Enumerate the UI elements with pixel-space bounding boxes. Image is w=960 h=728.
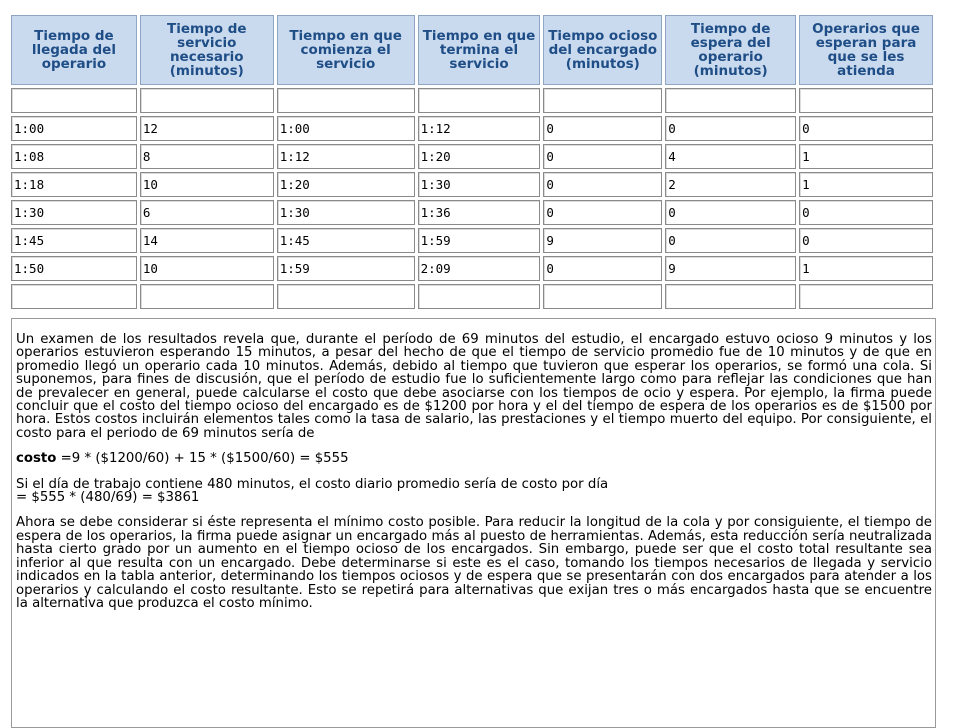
cell-service-time[interactable] <box>140 88 274 113</box>
cell-idle-time[interactable] <box>543 88 662 113</box>
cell-wait-time[interactable]: 0 <box>665 116 796 141</box>
cell-arrival-time[interactable]: 1:08 <box>11 144 137 169</box>
daily-cost-formula: = $555 * (480/69) = $3861 <box>16 490 200 506</box>
cell-idle-time[interactable]: 9 <box>543 228 662 253</box>
cell-arrival-time[interactable] <box>11 284 137 309</box>
cell-service-start[interactable]: 1:20 <box>277 172 415 197</box>
cell-service-start[interactable]: 1:59 <box>277 256 415 281</box>
cell-arrival-time[interactable]: 1:30 <box>11 200 137 225</box>
cell-service-end[interactable]: 1:36 <box>418 200 541 225</box>
table-row <box>11 116 933 141</box>
cell-wait-time[interactable]: 9 <box>665 256 796 281</box>
cell-idle-time[interactable]: 0 <box>543 144 662 169</box>
cell-idle-time[interactable]: 0 <box>543 172 662 197</box>
header-wait-time: Tiempo de espera del operario (minutos) <box>665 15 796 85</box>
formula-label: costo <box>16 451 57 467</box>
cell-waiting-workers[interactable]: 1 <box>799 172 933 197</box>
cell-service-end[interactable]: 1:59 <box>418 228 541 253</box>
table-row <box>11 256 933 281</box>
cell-arrival-time[interactable]: 1:18 <box>11 172 137 197</box>
header-service-end: Tiempo en que termina el servicio <box>418 15 541 85</box>
cell-waiting-workers[interactable]: 1 <box>799 256 933 281</box>
cell-wait-time[interactable]: 4 <box>665 144 796 169</box>
cost-formula <box>16 452 932 465</box>
cell-service-end[interactable]: 1:30 <box>418 172 541 197</box>
cell-idle-time[interactable]: 0 <box>543 200 662 225</box>
table-row <box>11 172 933 197</box>
cell-service-end[interactable]: 1:12 <box>418 116 541 141</box>
cell-idle-time[interactable] <box>543 284 662 309</box>
cell-service-end[interactable]: 2:09 <box>418 256 541 281</box>
cell-service-time[interactable]: 10 <box>140 256 274 281</box>
header-service-time: Tiempo de servicio necesario (minutos) <box>140 15 274 85</box>
cell-wait-time[interactable]: 0 <box>665 200 796 225</box>
header-idle-time: Tiempo ocioso del encargado (minutos) <box>543 15 662 85</box>
cell-wait-time[interactable] <box>665 284 796 309</box>
cell-wait-time[interactable] <box>665 88 796 113</box>
cell-service-end[interactable] <box>418 88 541 113</box>
cell-idle-time[interactable]: 0 <box>543 256 662 281</box>
table-header-row <box>11 15 933 85</box>
cell-arrival-time[interactable]: 1:00 <box>11 116 137 141</box>
table-row <box>11 88 933 113</box>
table-row <box>11 200 933 225</box>
explanation-text-box <box>11 318 936 728</box>
table-row <box>11 284 933 309</box>
table-row <box>11 144 933 169</box>
cell-arrival-time[interactable]: 1:45 <box>11 228 137 253</box>
cell-waiting-workers[interactable] <box>799 88 933 113</box>
header-arrival-time: Tiempo de llegada del operario <box>11 15 137 85</box>
cell-wait-time[interactable]: 2 <box>665 172 796 197</box>
cell-waiting-workers[interactable]: 0 <box>799 116 933 141</box>
cell-arrival-time[interactable]: 1:50 <box>11 256 137 281</box>
cell-service-start[interactable]: 1:12 <box>277 144 415 169</box>
cell-service-start[interactable]: 1:45 <box>277 228 415 253</box>
cell-service-start[interactable]: 1:00 <box>277 116 415 141</box>
daily-cost-paragraph <box>16 478 932 505</box>
cell-service-time[interactable]: 14 <box>140 228 274 253</box>
cell-service-start[interactable] <box>277 284 415 309</box>
cell-waiting-workers[interactable] <box>799 284 933 309</box>
cell-service-time[interactable]: 8 <box>140 144 274 169</box>
daily-cost-text: Si el día de trabajo contiene 480 minutos, el costo diario promedio sería de costo por día <box>16 476 609 492</box>
cell-service-time[interactable] <box>140 284 274 309</box>
cell-service-end[interactable] <box>418 284 541 309</box>
cell-waiting-workers[interactable]: 0 <box>799 228 933 253</box>
cell-arrival-time[interactable] <box>11 88 137 113</box>
header-service-start: Tiempo en que comienza el servicio <box>277 15 415 85</box>
cell-waiting-workers[interactable]: 0 <box>799 200 933 225</box>
header-waiting-workers: Operarios que esperan para que se les atienda <box>799 15 933 85</box>
cell-service-time[interactable]: 6 <box>140 200 274 225</box>
cell-waiting-workers[interactable]: 1 <box>799 144 933 169</box>
conclusion-paragraph: Ahora se debe considerar si éste representa el mínimo costo posible. Para reducir la longitud de la cola y por consiguiente, el tiempo de espera de los operarios, la firma puede asignar un encargado más al puesto de herramientas. Además, esta reducción sería neutralizada hasta cierto grado por un aumento en el tiempo ocioso de los encargados. Sin embargo, puede ser que el costo total resultante sea inferior al que resulta con un encargado. Debe determinarse si este es el caso, tomando los tiempos necesarios de llegada y servicio indicados en la tabla anterior, determinando los tiempos ociosos y de espera que se presentarán con dos encargados para atender a los operarios y calculando el costo resultante. Esto se repetirá para alternativas que exijan tres o más encargados hasta que se encuentre la alternativa que produzca el costo mínimo. <box>16 515 932 611</box>
cell-wait-time[interactable]: 0 <box>665 228 796 253</box>
cell-idle-time[interactable]: 0 <box>543 116 662 141</box>
cell-service-end[interactable]: 1:20 <box>418 144 541 169</box>
explanation-paragraph: Un examen de los resultados revela que, durante el período de 69 minutos del estudio, el encargado estuvo ocioso 9 minutos y los operarios estuvieron esperando 15 minutos, a pesar del hecho de que el tiempo de servicio promedio fue de 10 minutos y de que en promedio llegó un operario cada 10 minutos. Además, debido al tiempo que tuvieron que esperar los operarios, se formó una cola. Si suponemos, para fines de discusión, que el período de estudio fue lo suficientemente largo como para reflejar las condiciones que han de prevalecer en general, puede calcularse el costo que debe asociarse con los tiempos de ocio y espera. Por ejemplo, la firma puede concluir que el costo del tiempo ocioso del encargado es de $1200 por hora y el del tiempo de espera de los operarios es de $1500 por hora. Estos costos incluirán elementos tales como la tasa de salario, las prestaciones y el tiempo muerto del equipo. Por consiguiente, el costo para el periodo de 69 minutos sería de <box>16 332 932 441</box>
cell-service-time[interactable]: 10 <box>140 172 274 197</box>
formula-expression: =9 * ($1200/60) + 15 * ($1500/60) = $555 <box>56 451 349 467</box>
simulation-table <box>8 12 936 312</box>
simulation-table-container <box>11 12 936 312</box>
cell-service-start[interactable]: 1:30 <box>277 200 415 225</box>
cell-service-start[interactable] <box>277 88 415 113</box>
table-row <box>11 228 933 253</box>
cell-service-time[interactable]: 12 <box>140 116 274 141</box>
